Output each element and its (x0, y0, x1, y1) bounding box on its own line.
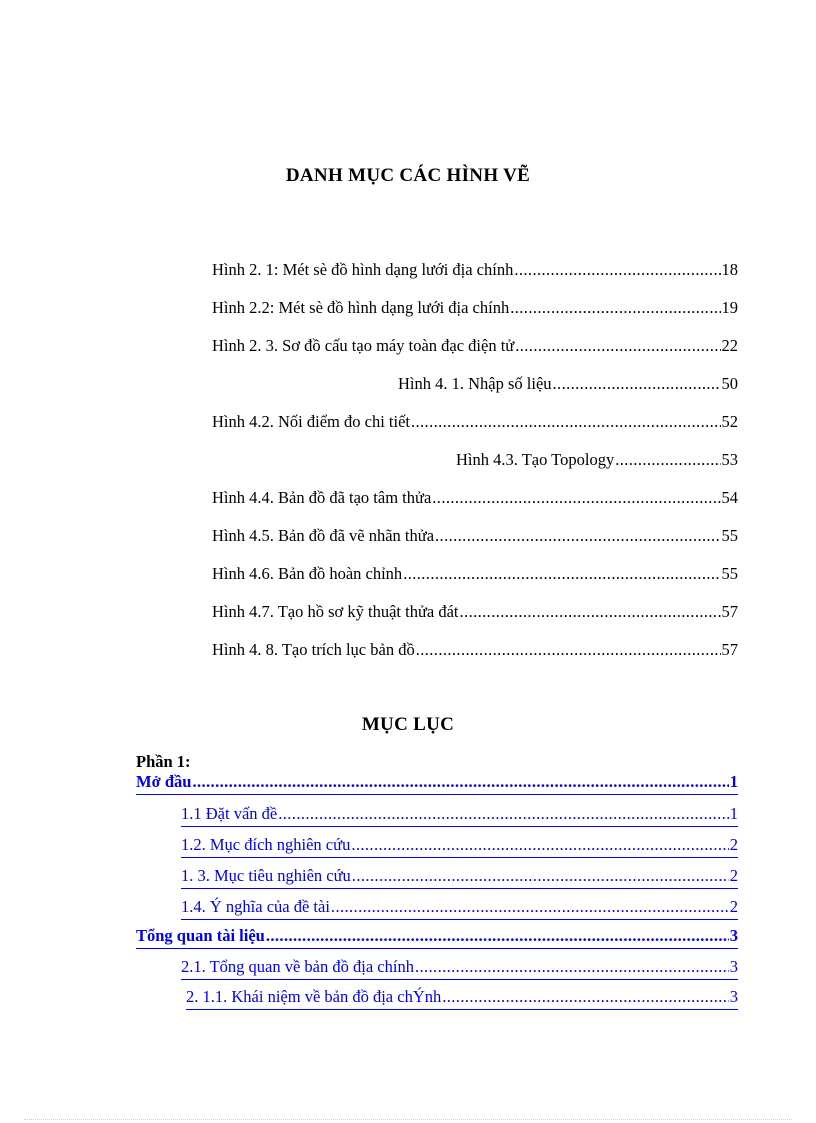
dot-leader (331, 897, 729, 917)
figure-entry (212, 564, 738, 588)
figure-page: 50 (721, 374, 738, 393)
figure-label: Hình 4. 8. Tạo trích lục bản đồ (212, 640, 415, 659)
figure-page: 19 (721, 298, 738, 317)
dot-leader (352, 866, 729, 886)
figure-page: 57 (721, 602, 738, 621)
dot-leader (351, 835, 728, 855)
toc-link-1-2[interactable] (181, 835, 738, 858)
toc-link-1-4[interactable] (181, 897, 738, 920)
dot-leader (615, 450, 720, 470)
figure-label: Hình 4.4. Bản đồ đã tạo tâm thửa (212, 488, 432, 507)
toc-link-mo-dau[interactable] (136, 772, 738, 795)
toc-link-page: 1 (729, 804, 738, 823)
toc-link-2-1-1[interactable] (186, 987, 738, 1010)
figure-label: Hình 4.2. Nối điểm đo chi tiết (212, 412, 410, 431)
dot-leader (416, 640, 721, 660)
toc-link-1-1[interactable] (181, 804, 738, 827)
toc-link-label: 1. 3. Mục tiêu nghiên cứu (181, 866, 351, 885)
toc-link-page: 3 (729, 926, 738, 945)
figure-label: Hình 2. 3. Sơ đồ cấu tạo máy toàn đạc điện tử (212, 336, 515, 355)
toc-link-page: 2 (729, 866, 738, 885)
figure-page: 22 (721, 336, 738, 355)
dot-leader (510, 298, 720, 318)
figure-entry (212, 336, 738, 360)
figure-page: 55 (721, 564, 738, 583)
figure-entry (212, 526, 738, 550)
dot-leader (514, 260, 720, 280)
toc-link-page: 1 (729, 772, 738, 791)
figure-label: Hình 4.5. Bản đồ đã vẽ nhãn thửa (212, 526, 435, 545)
figure-entry (212, 488, 738, 512)
page-bottom-divider (24, 1119, 792, 1120)
toc-link-label: Mở đầu (136, 772, 192, 791)
dot-leader (515, 336, 720, 356)
dot-leader (266, 926, 729, 946)
figure-label: Hình 2. 1: Mét sè đồ hình dạng lưới địa chính (212, 260, 514, 279)
dot-leader (442, 987, 729, 1007)
toc-link-page: 3 (729, 987, 738, 1006)
toc-link-page: 2 (729, 835, 738, 854)
toc-link-label: 1.2. Mục đích nghiên cứu (181, 835, 351, 854)
dot-leader (415, 957, 729, 977)
dot-leader (411, 412, 721, 432)
figure-label: Hình 4.3. Tạo Topology (456, 450, 615, 469)
toc-link-page: 3 (729, 957, 738, 976)
figure-entry (212, 602, 738, 626)
toc-link-label: Tổng quan tài liệu (136, 926, 265, 945)
figure-entry (212, 374, 738, 398)
dot-leader (403, 564, 720, 584)
dot-leader (553, 374, 721, 394)
figure-entry (212, 450, 738, 474)
dot-leader (192, 772, 728, 792)
toc-link-label: 1.4. Ý nghĩa của đề tài (181, 897, 330, 916)
dot-leader (432, 488, 720, 508)
figure-label: Hình 4.6. Bản đồ hoàn chỉnh (212, 564, 403, 583)
figure-page: 18 (721, 260, 738, 279)
toc-link-1-3[interactable] (181, 866, 738, 889)
toc-link-label: 2. 1.1. Khái niệm về bản đồ địa chÝnh (186, 987, 442, 1006)
figure-page: 53 (721, 450, 738, 469)
toc-link-label: 2.1. Tổng quan về bản đồ địa chính (181, 957, 414, 976)
dot-leader (278, 804, 729, 824)
figure-page: 52 (721, 412, 738, 431)
figure-entry (212, 260, 738, 284)
toc-link-label: 1.1 Đặt vấn đề (181, 804, 278, 823)
figure-page: 55 (721, 526, 738, 545)
dot-leader (435, 526, 720, 546)
figure-page: 54 (721, 488, 738, 507)
figure-entry (212, 640, 738, 664)
figure-label: Hình 4.7. Tạo hồ sơ kỹ thuật thửa đát (212, 602, 459, 621)
toc-title: MỤC LỤC (361, 714, 455, 735)
figure-page: 57 (721, 640, 738, 659)
toc-link-page: 2 (729, 897, 738, 916)
figures-list-title: DANH MỤC CÁC HÌNH VẼ (285, 165, 531, 186)
figure-label: Hình 4. 1. Nhập số liệu (398, 374, 552, 393)
toc-link-2-1[interactable] (181, 957, 738, 980)
part-label: Phần 1: (136, 752, 191, 771)
toc-link-tong-quan[interactable] (136, 926, 738, 949)
figure-entry (212, 298, 738, 322)
dot-leader (460, 602, 721, 622)
figure-entry (212, 412, 738, 436)
figure-label: Hình 2.2: Mét sè đồ hình dạng lưới địa chính (212, 298, 510, 317)
